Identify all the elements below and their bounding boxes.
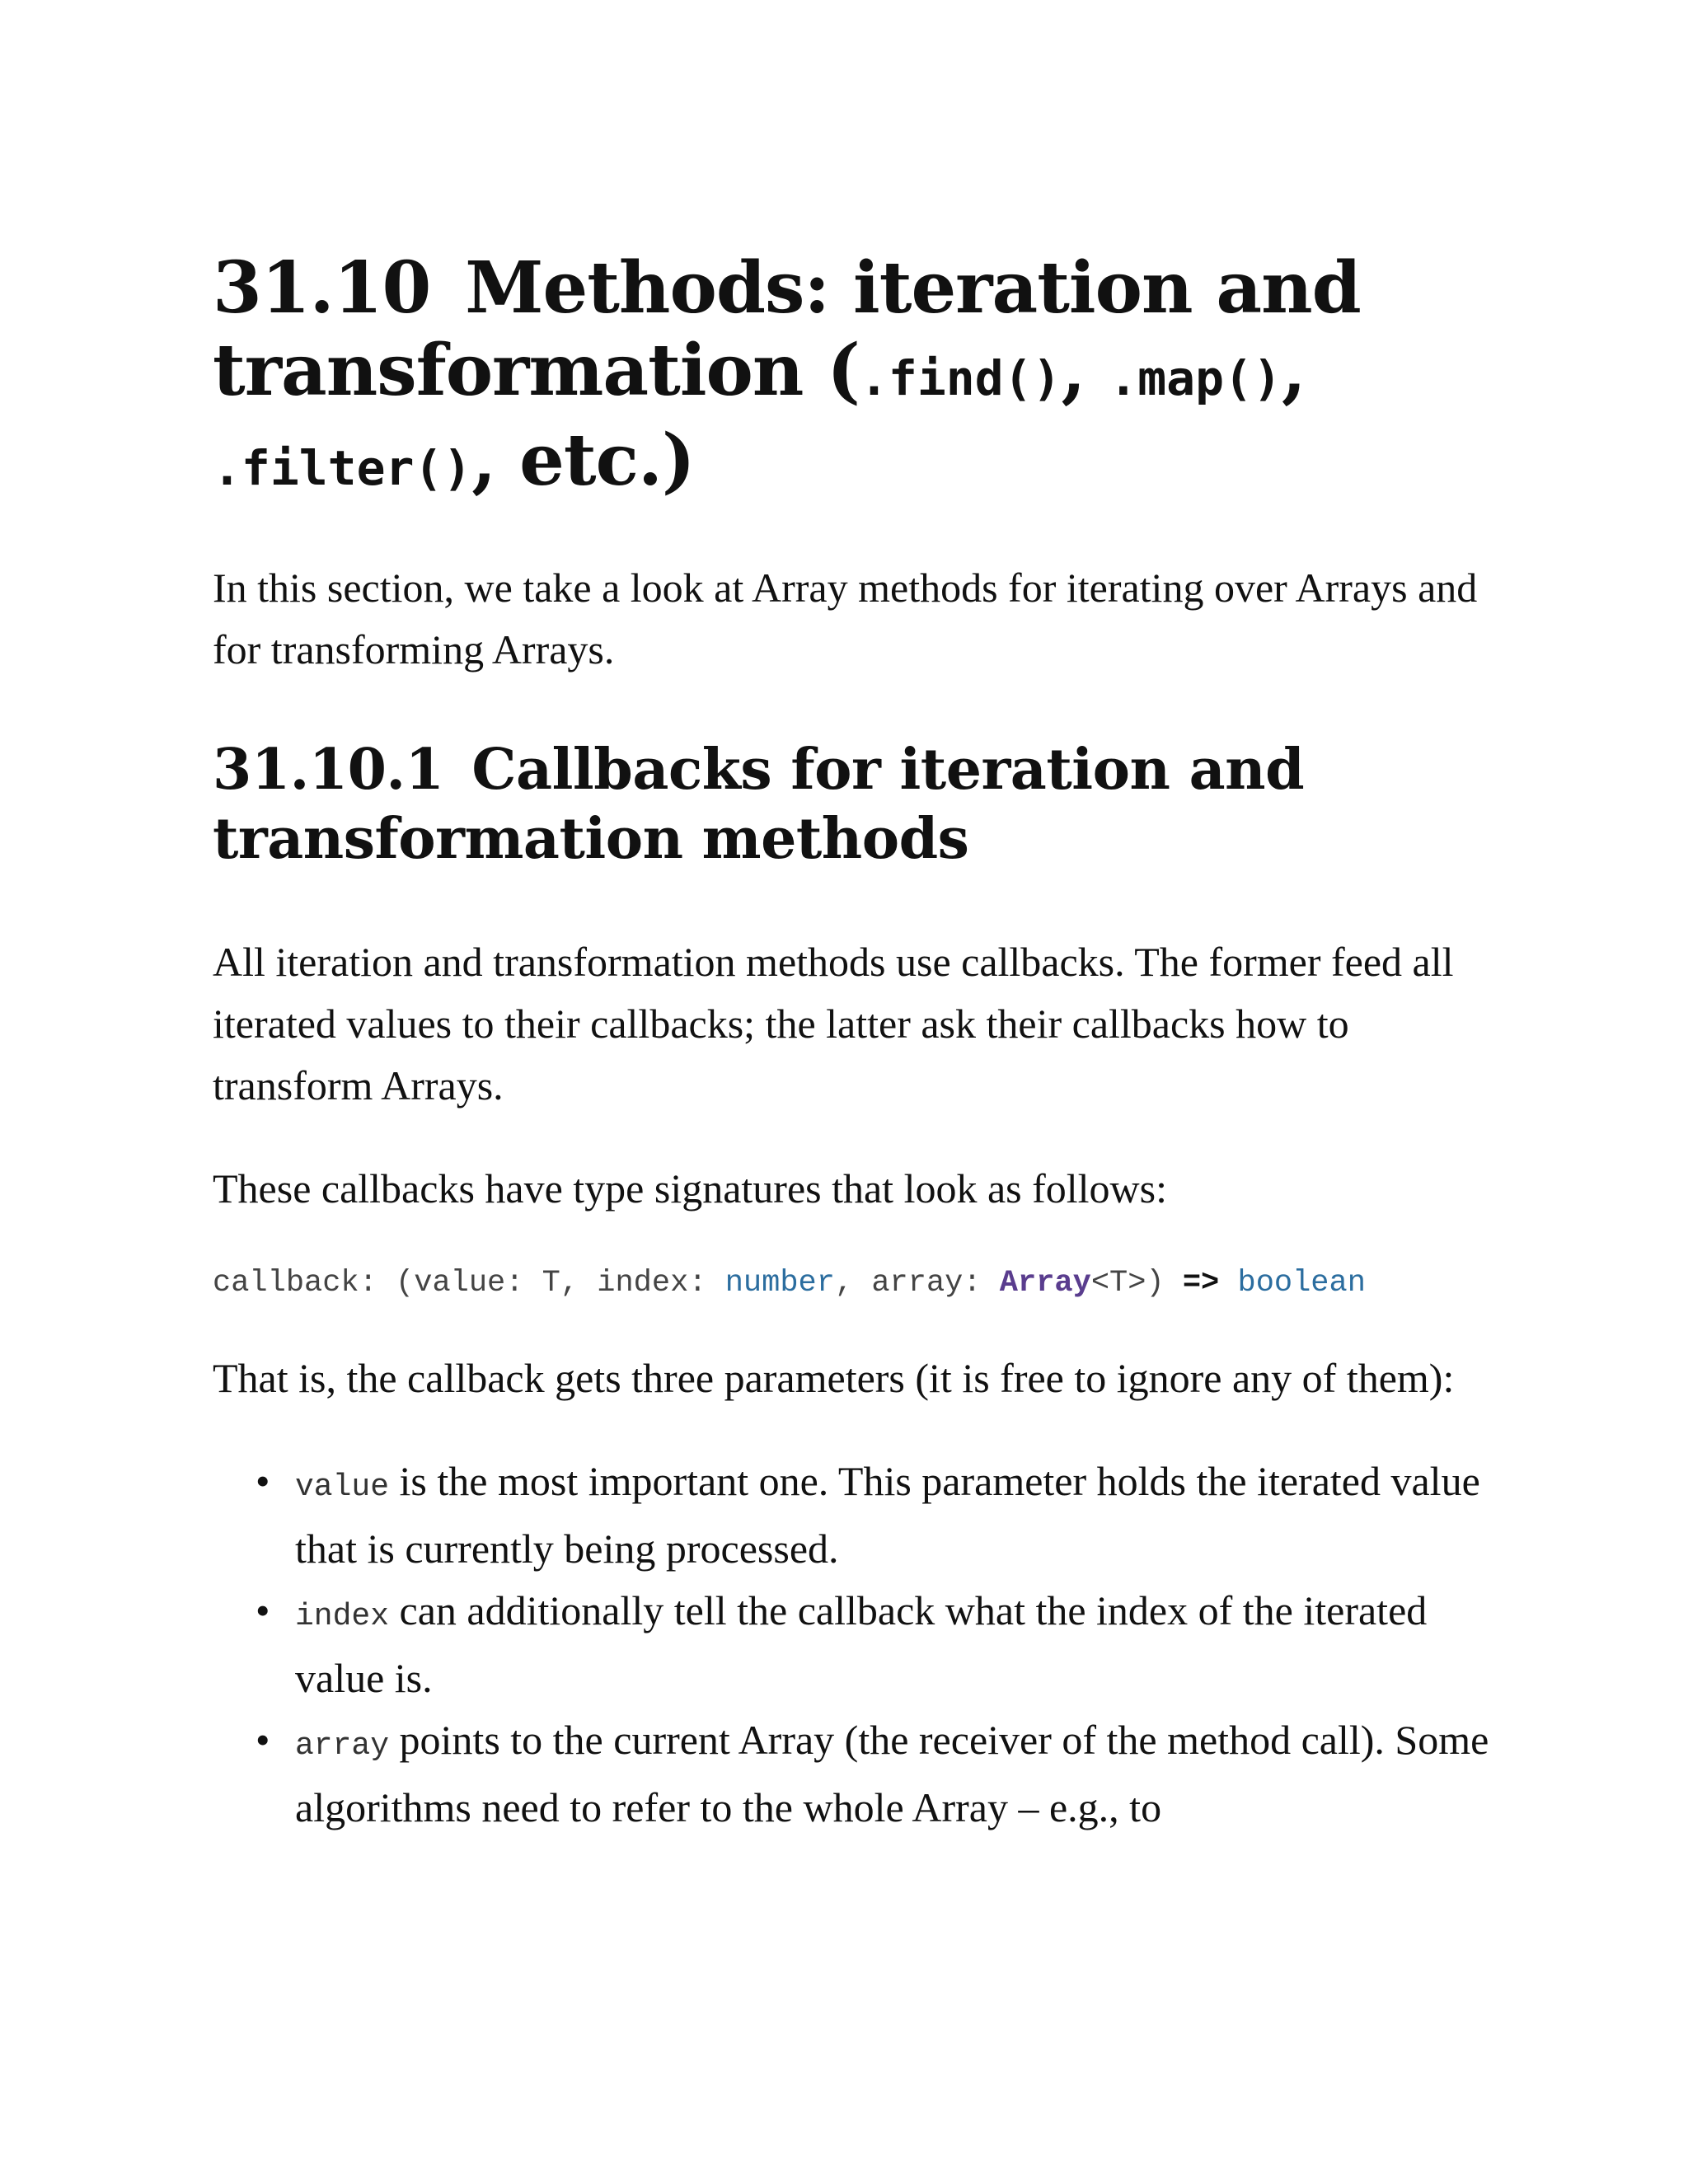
section-title-code-map: .map() — [1109, 350, 1282, 406]
code-type-number: number — [724, 1266, 835, 1301]
section-title-text: Methods: iteration and transformation ( — [213, 246, 1361, 412]
code-type-array: Array — [999, 1266, 1091, 1301]
list-item-value — [256, 1451, 1498, 1580]
subsection-title: Callbacks for iteration and transformation methods — [213, 737, 1305, 872]
param-desc-value: is the most important one. This parameter holds the iterated value that is currently being processed. — [295, 1458, 1480, 1572]
param-code-index: index — [295, 1599, 390, 1634]
code-text: , array: — [834, 1266, 1000, 1301]
bullet-icon: • — [256, 1458, 270, 1504]
param-desc-index: can additionally tell the callback what the index of the iterated value is. — [295, 1587, 1428, 1701]
section-heading — [213, 247, 1498, 509]
code-type-boolean: boolean — [1237, 1266, 1366, 1301]
subsection-number: 31.10.1 — [213, 737, 444, 803]
section-title-code-filter: .filter() — [213, 440, 472, 496]
list-item-index — [256, 1580, 1498, 1709]
intro-paragraph: In this section, we take a look at Array methods for iterating over Arrays and for transforming Arrays. — [213, 565, 1478, 673]
param-desc-array: points to the current Array (the receiver of the method call). Some algorithms need to refer to the whole Array – e.g., to — [295, 1717, 1489, 1830]
subsection-heading — [213, 735, 1498, 874]
bullet-icon: • — [256, 1717, 270, 1763]
section-title-sep: , — [1061, 329, 1109, 412]
section-title-sep: , — [1281, 329, 1306, 412]
list-item-array — [256, 1709, 1498, 1839]
code-space — [1219, 1266, 1237, 1301]
param-code-array: array — [295, 1728, 390, 1764]
section-title-end: , etc.) — [471, 419, 695, 502]
bullet-icon: • — [256, 1587, 270, 1633]
document-page — [213, 247, 1498, 1839]
code-signature — [213, 1258, 1498, 1308]
params-paragraph: That is, the callback gets three parameters (it is free to ignore any of them): — [213, 1355, 1455, 1401]
section-number: 31.10 — [213, 246, 431, 330]
callbacks-paragraph: All iteration and transformation methods use callbacks. The former feed all iterated values to their callbacks; the latter ask their callbacks how to transform Arrays. — [213, 939, 1454, 1108]
code-arrow: => — [1182, 1266, 1220, 1301]
signatures-paragraph: These callbacks have type signatures that look as follows: — [213, 1165, 1168, 1212]
code-text: <T>) — [1090, 1266, 1183, 1301]
params-list — [213, 1451, 1498, 1839]
param-code-value: value — [295, 1469, 390, 1505]
section-title-code-find: .find() — [860, 350, 1062, 406]
code-text: callback: (value: T, index: — [213, 1266, 725, 1301]
